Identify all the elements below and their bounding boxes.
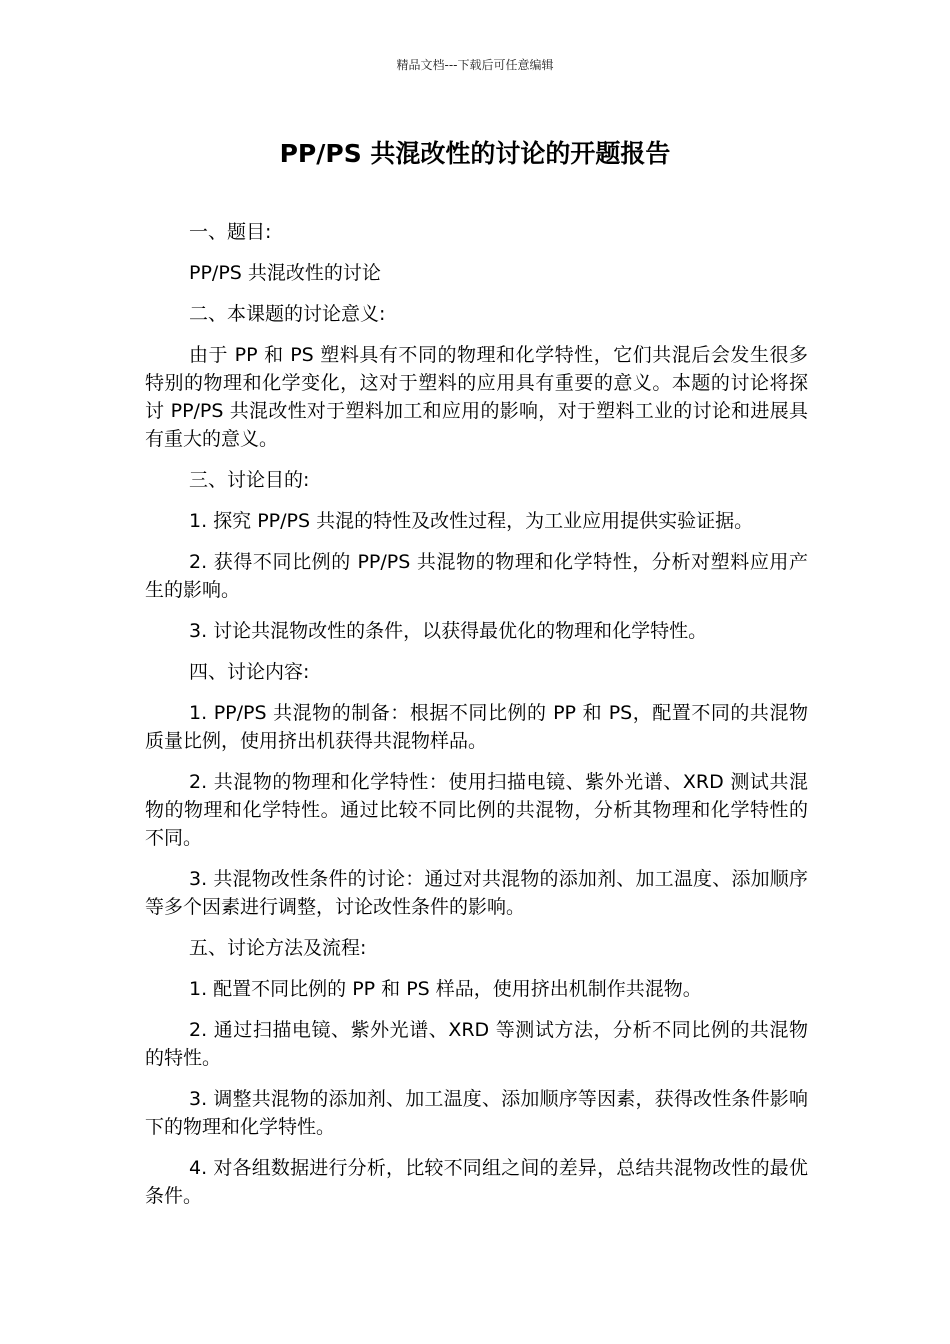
document-body <box>145 218 808 1223</box>
content-item: 1. PP/PS 共混物的制备：根据不同比例的 PP 和 PS，配置不同的共混物质量比例，使用挤出机获得共混物样品。 <box>145 702 808 752</box>
method-item: 2. 通过扫描电镜、紫外光谱、XRD 等测试方法，分析不同比例的共混物的特性。 <box>145 1019 808 1069</box>
section-text-topic: PP/PS 共混改性的讨论 <box>189 262 381 284</box>
purpose-item: 3. 讨论共混物改性的条件，以获得最优化的物理和化学特性。 <box>189 620 708 642</box>
section-heading-method: 五、讨论方法及流程: <box>189 937 367 959</box>
section-text-significance: 由于 PP 和 PS 塑料具有不同的物理和化学特性，它们共混后会发生很多特别的物理和化学变化，这对于塑料的应用具有重要的意义。本题的讨论将探讨 PP/PS 共混改性对于塑料加工和应用的影响，对于塑料工业的讨论和进展具有重大的意义。 <box>145 344 808 450</box>
section-heading-content: 四、讨论内容: <box>189 661 310 683</box>
header-note: 精品文档---下载后可任意编辑 <box>396 58 554 72</box>
content-item: 3. 共混物改性条件的讨论：通过对共混物的添加剂、加工温度、添加顺序等多个因素进行调整，讨论改性条件的影响。 <box>145 868 808 918</box>
content-item: 2. 共混物的物理和化学特性：使用扫描电镜、紫外光谱、XRD 测试共混物的物理和化学特性。通过比较不同比例的共混物，分析其物理和化学特性的不同。 <box>145 771 808 849</box>
section-heading-topic: 一、题目: <box>189 221 272 243</box>
method-item: 3. 调整共混物的添加剂、加工温度、添加顺序等因素，获得改性条件影响下的物理和化学特性。 <box>145 1088 808 1138</box>
section-heading-significance: 二、本课题的讨论意义: <box>189 303 386 325</box>
section-heading-purpose: 三、讨论目的: <box>189 469 310 491</box>
document-title: PP/PS 共混改性的讨论的开题报告 <box>279 139 671 168</box>
purpose-item: 2. 获得不同比例的 PP/PS 共混物的物理和化学特性，分析对塑料应用产生的影响。 <box>145 551 808 601</box>
method-item: 1. 配置不同比例的 PP 和 PS 样品，使用挤出机制作共混物。 <box>189 978 702 1000</box>
purpose-item: 1. 探究 PP/PS 共混的特性及改性过程，为工业应用提供实验证据。 <box>189 510 754 532</box>
method-item: 4. 对各组数据进行分析，比较不同组之间的差异，总结共混物改性的最优条件。 <box>145 1157 808 1207</box>
